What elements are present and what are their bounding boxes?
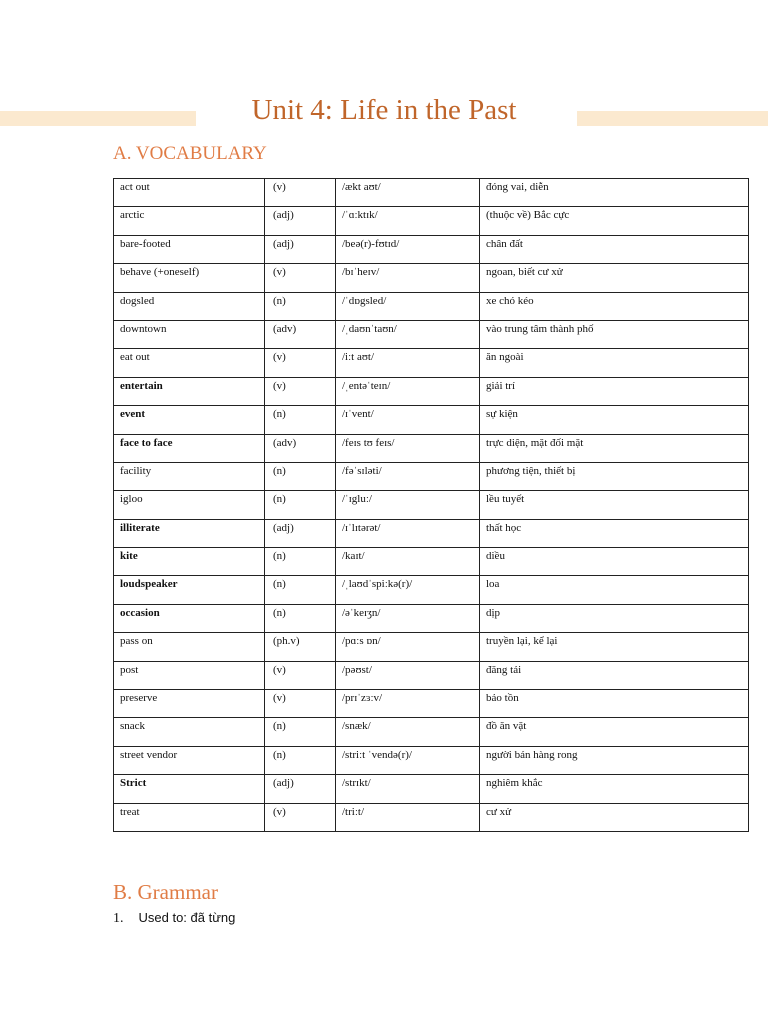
table-row: [114, 690, 749, 718]
table-row: [114, 775, 749, 803]
vocab-word-cell: snack: [114, 718, 265, 746]
meaning-cell: phương tiện, thiết bị: [480, 462, 749, 490]
meaning-cell: sự kiện: [480, 406, 749, 434]
vocab-word-cell: dogsled: [114, 292, 265, 320]
page-title: Unit 4: Life in the Past: [251, 94, 517, 126]
part-of-speech-cell: (adj): [265, 207, 336, 235]
meaning-cell: trực diện, mặt đối mặt: [480, 434, 749, 462]
table-row: [114, 519, 749, 547]
pronunciation-cell: /snæk/: [336, 718, 480, 746]
vocab-word-cell: act out: [114, 179, 265, 207]
pronunciation-cell: /kaɪt/: [336, 548, 480, 576]
part-of-speech-cell: (adj): [265, 775, 336, 803]
meaning-cell: loa: [480, 576, 749, 604]
table-row: [114, 434, 749, 462]
vocab-word-cell: post: [114, 661, 265, 689]
vocab-word-cell: occasion: [114, 604, 265, 632]
part-of-speech-cell: (v): [265, 690, 336, 718]
meaning-cell: đồ ăn vặt: [480, 718, 749, 746]
part-of-speech-cell: (n): [265, 462, 336, 490]
vocab-word-cell: behave (+oneself): [114, 264, 265, 292]
grammar-item-number: 1.: [113, 911, 124, 926]
part-of-speech-cell: (n): [265, 406, 336, 434]
pronunciation-cell: /ˌdaʊnˈtaʊn/: [336, 320, 480, 348]
part-of-speech-cell: (adj): [265, 235, 336, 263]
pronunciation-cell: /əˈkeɪʒn/: [336, 604, 480, 632]
meaning-cell: (thuộc về) Bắc cực: [480, 207, 749, 235]
pronunciation-cell: /ˌlaʊdˈspiːkə(r)/: [336, 576, 480, 604]
part-of-speech-cell: (v): [265, 661, 336, 689]
part-of-speech-cell: (n): [265, 604, 336, 632]
part-of-speech-cell: (ph.v): [265, 633, 336, 661]
table-row: [114, 264, 749, 292]
part-of-speech-cell: (n): [265, 548, 336, 576]
meaning-cell: thất học: [480, 519, 749, 547]
meaning-cell: giải trí: [480, 377, 749, 405]
pronunciation-cell: /ɪˈvent/: [336, 406, 480, 434]
grammar-item-text: Used to: đã từng: [138, 910, 236, 925]
pronunciation-cell: /beə(r)-fʊtɪd/: [336, 235, 480, 263]
part-of-speech-cell: (v): [265, 377, 336, 405]
meaning-cell: lều tuyết: [480, 491, 749, 519]
table-row: [114, 235, 749, 263]
vocab-word-cell: kite: [114, 548, 265, 576]
pronunciation-cell: /striːt ˈvendə(r)/: [336, 746, 480, 774]
table-row: [114, 746, 749, 774]
part-of-speech-cell: (v): [265, 264, 336, 292]
meaning-cell: đăng tải: [480, 661, 749, 689]
table-row: [114, 661, 749, 689]
vocab-word-cell: event: [114, 406, 265, 434]
vocab-word-cell: downtown: [114, 320, 265, 348]
table-row: [114, 462, 749, 490]
pronunciation-cell: /triːt/: [336, 803, 480, 831]
table-row: [114, 207, 749, 235]
grammar-list-item: [113, 910, 235, 927]
meaning-cell: vào trung tâm thành phố: [480, 320, 749, 348]
vocab-word-cell: face to face: [114, 434, 265, 462]
pronunciation-cell: /strɪkt/: [336, 775, 480, 803]
vocab-word-cell: eat out: [114, 349, 265, 377]
meaning-cell: cư xử: [480, 803, 749, 831]
grammar-heading: B. Grammar: [113, 880, 218, 904]
pronunciation-cell: /ɪˈlɪtərət/: [336, 519, 480, 547]
pronunciation-cell: /prɪˈzɜːv/: [336, 690, 480, 718]
meaning-cell: bảo tồn: [480, 690, 749, 718]
part-of-speech-cell: (v): [265, 803, 336, 831]
table-row: [114, 803, 749, 831]
meaning-cell: truyền lại, kể lại: [480, 633, 749, 661]
pronunciation-cell: /fəˈsɪləti/: [336, 462, 480, 490]
part-of-speech-cell: (adv): [265, 434, 336, 462]
part-of-speech-cell: (adv): [265, 320, 336, 348]
vocabulary-table-body: [114, 179, 749, 832]
vocab-word-cell: entertain: [114, 377, 265, 405]
vocab-word-cell: facility: [114, 462, 265, 490]
vocab-word-cell: Strict: [114, 775, 265, 803]
pronunciation-cell: /ˈɑːktɪk/: [336, 207, 480, 235]
table-row: [114, 633, 749, 661]
pronunciation-cell: /ˈɪgluː/: [336, 491, 480, 519]
meaning-cell: người bán hàng rong: [480, 746, 749, 774]
vocab-word-cell: bare-footed: [114, 235, 265, 263]
vocab-word-cell: arctic: [114, 207, 265, 235]
pronunciation-cell: /ækt aʊt/: [336, 179, 480, 207]
vocab-word-cell: preserve: [114, 690, 265, 718]
part-of-speech-cell: (n): [265, 491, 336, 519]
part-of-speech-cell: (n): [265, 292, 336, 320]
part-of-speech-cell: (v): [265, 179, 336, 207]
table-row: [114, 377, 749, 405]
pronunciation-cell: /ˈdɒgsled/: [336, 292, 480, 320]
meaning-cell: chân đất: [480, 235, 749, 263]
vocab-word-cell: street vendor: [114, 746, 265, 774]
pronunciation-cell: /bɪˈheɪv/: [336, 264, 480, 292]
meaning-cell: ăn ngoài: [480, 349, 749, 377]
meaning-cell: dịp: [480, 604, 749, 632]
vocab-word-cell: treat: [114, 803, 265, 831]
part-of-speech-cell: (n): [265, 576, 336, 604]
meaning-cell: nghiêm khắc: [480, 775, 749, 803]
part-of-speech-cell: (n): [265, 746, 336, 774]
table-row: [114, 548, 749, 576]
pronunciation-cell: /pɑːs ɒn/: [336, 633, 480, 661]
vocab-word-cell: pass on: [114, 633, 265, 661]
pronunciation-cell: /feɪs tʊ feɪs/: [336, 434, 480, 462]
vocab-word-cell: loudspeaker: [114, 576, 265, 604]
part-of-speech-cell: (adj): [265, 519, 336, 547]
pronunciation-cell: /pəʊst/: [336, 661, 480, 689]
vocab-word-cell: illiterate: [114, 519, 265, 547]
table-row: [114, 491, 749, 519]
table-row: [114, 406, 749, 434]
part-of-speech-cell: (v): [265, 349, 336, 377]
table-row: [114, 718, 749, 746]
meaning-cell: diều: [480, 548, 749, 576]
part-of-speech-cell: (n): [265, 718, 336, 746]
meaning-cell: ngoan, biết cư xử: [480, 264, 749, 292]
vocab-word-cell: igloo: [114, 491, 265, 519]
table-row: [114, 292, 749, 320]
table-row: [114, 320, 749, 348]
table-row: [114, 179, 749, 207]
vocabulary-table: [113, 178, 749, 832]
table-row: [114, 576, 749, 604]
table-row: [114, 349, 749, 377]
meaning-cell: xe chó kéo: [480, 292, 749, 320]
meaning-cell: đóng vai, diễn: [480, 179, 749, 207]
vocabulary-heading: A. VOCABULARY: [113, 143, 267, 164]
pronunciation-cell: /ˌentəˈteɪn/: [336, 377, 480, 405]
table-row: [114, 604, 749, 632]
pronunciation-cell: /iːt aʊt/: [336, 349, 480, 377]
